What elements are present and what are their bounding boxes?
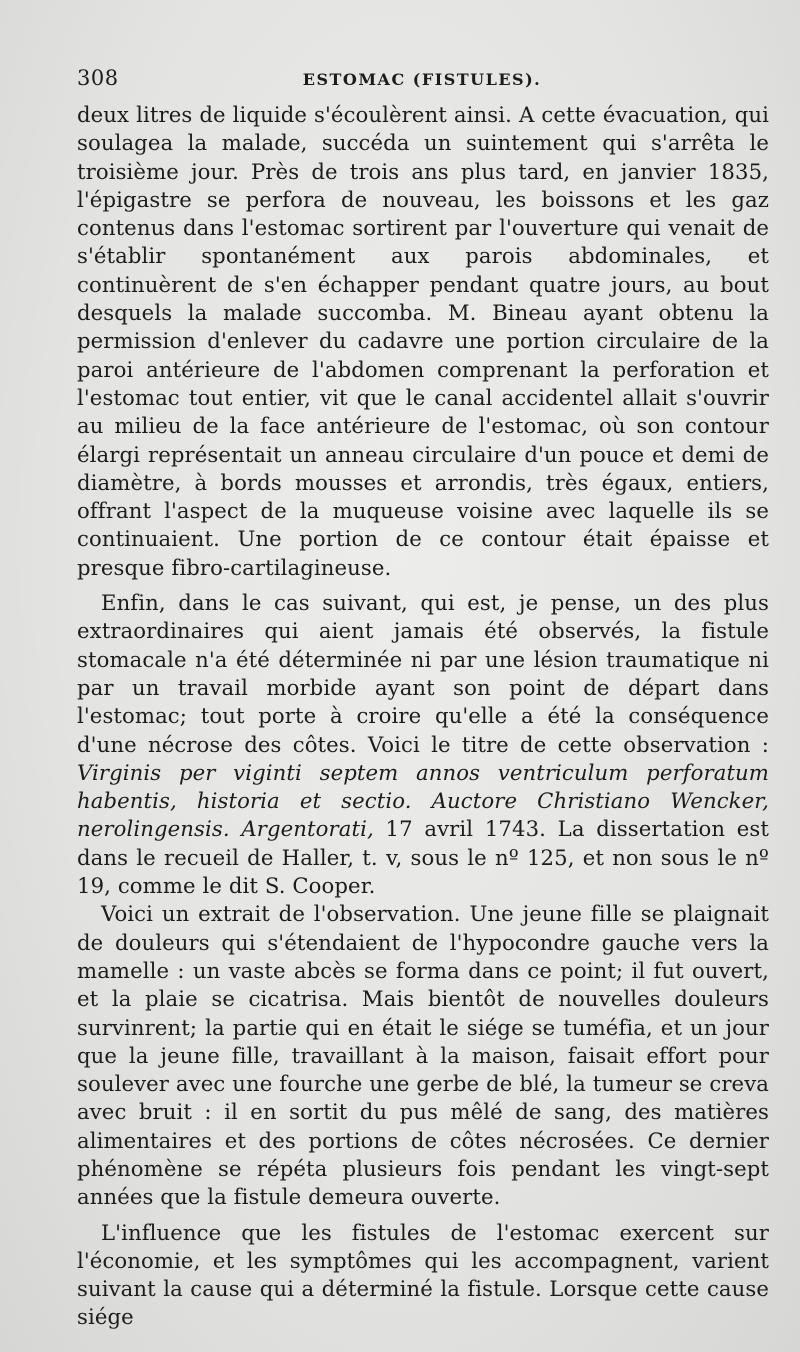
body-text [77,101,769,1332]
latin-title: Virginis per viginti septem annos ventriculum perforatum habentis, historia et sectio. Auctore Christiano Wencker, nerolingensis. Argentorati, [77,759,769,842]
page-header [77,66,767,100]
paragraph-2-text-before: Enfin, dans le cas suivant, qui est, je pense, un des plus extraordinaires qui aient jamais été observés, la fistule stomacale n'a été déterminée ni par une lésion traumatique ni par un travail morbide ayant son point de départ dans l'estomac; tout porte à croire qu'elle a été la conséquence d'une nécrose des côtes. Voici le titre de cette observation : [77,590,769,757]
paragraph-2-text-after: 17 avril 1743. La dissertation est dans le recueil de Haller, t. v, sous le nº 125, et non sous le nº 19, comme le dit S. Cooper. [77,816,769,899]
paragraph-1: deux litres de liquide s'écoulèrent ainsi. A cette évacuation, qui soulagea la malade, succéda un suintement qui s'arrêta le troisième jour. Près de trois ans plus tard, en janvier 1835, l'épigastre se perfora de nouveau, les boissons et les gaz contenus dans l'estomac sortirent par l'ouverture qui venait de s'établir spontanément aux parois abdominales, et continuèrent de s'en échapper pendant quatre jours, au bout desquels la malade succomba. M. Bineau ayant obtenu la permission d'enlever du cadavre une portion circulaire de la paroi antérieure de l'abdomen comprenant la perforation et l'estomac tout entier, vit que le canal accidentel allait s'ouvrir au milieu de la face antérieure de l'estomac, où son contour élargi représentait un anneau circulaire d'un pouce et demi de diamètre, à bords mousses et arrondis, très égaux, entiers, offrant l'aspect de la muqueuse voisine avec laquelle ils se continuaient. Une portion de ce contour était épaisse et presque fibro-cartilagineuse. [77,102,769,580]
paragraph-4: L'influence que les fistules de l'estomac exercent sur l'économie, et les symptômes qui les accompagnent, varient suivant la cause qui a déterminé la fistule. Lorsque cette cause siége [77,1219,769,1330]
running-head: ESTOMAC (FISTULES). [302,70,542,89]
paragraph-3: Voici un extrait de l'observation. Une jeune fille se plaignait de douleurs qui s'étendaient de l'hypocondre gauche vers la mamelle : un vaste abcès se forma dans ce point; il fut ouvert, et la plaie se cicatrisa. Mais bientôt de nouvelles douleurs survinrent; la partie qui en était le siége se tuméfia, et un jour que la jeune fille, travaillant à la maison, faisait effort pour soulever avec une fourche une gerbe de blé, la tumeur se creva avec bruit : il en sortit du pus mêlé de sang, des matières alimentaires et des portions de côtes nécrosées. Ce dernier phénomène se répéta plusieurs fois pendant les vingt-sept années que la fistule demeura ouverte. [77,901,769,1210]
page-number: 308 [77,66,119,90]
paragraph-2 [77,589,769,900]
